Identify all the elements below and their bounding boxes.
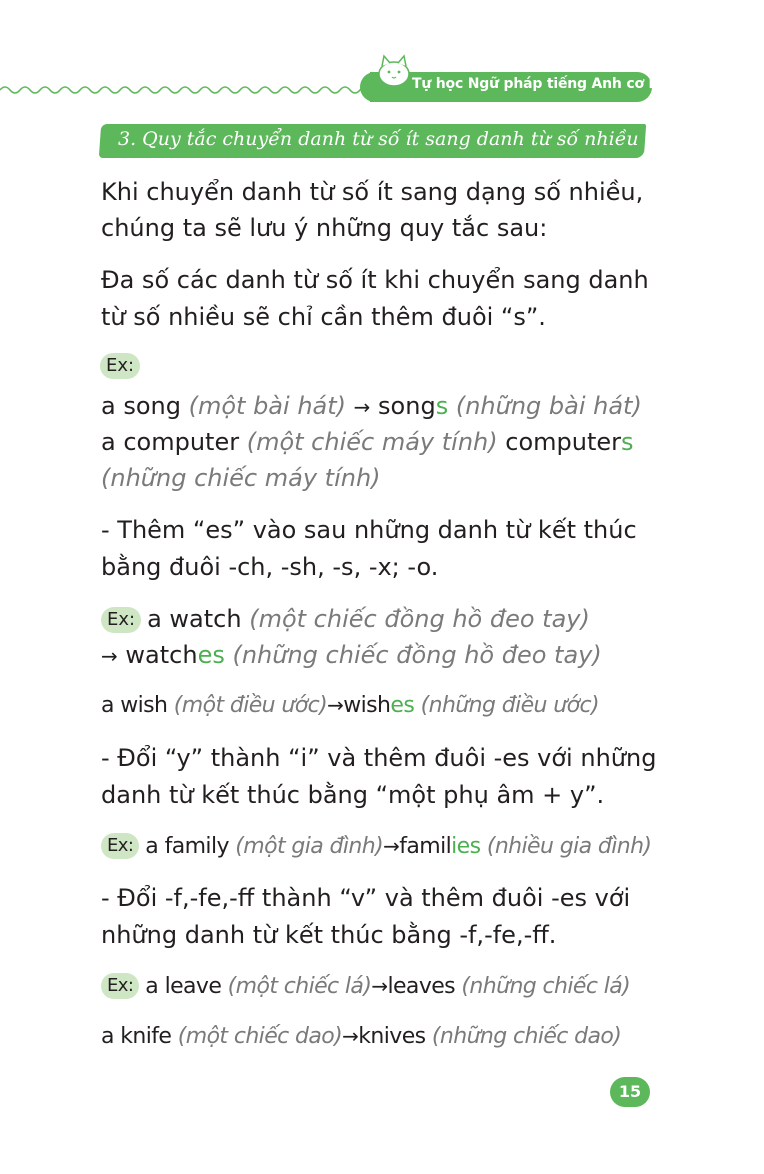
plural-word: knives [358,1024,426,1049]
plural-gloss: (những chiếc máy tính) [101,464,381,492]
singular-gloss: (một bài hát) [188,392,354,420]
singular-word: a wish [101,693,174,718]
section-title: 3. Quy tắc chuyển danh từ số ít sang danh từ số nhiều [118,128,639,150]
ex-badge: Ex: [101,607,141,633]
arrow-icon: → [342,1024,359,1048]
arrow-icon: → [327,693,344,717]
example-computer [101,428,634,456]
rule1-line-2: từ số nhiều sẽ chỉ cần thêm đuôi “s”. [101,303,546,331]
example-family [101,833,651,859]
rule1-line-1: Đa số các danh từ số ít khi chuyển sang danh [101,266,649,294]
singular-gloss: (một gia đình) [235,834,384,859]
singular-gloss: (một chiếc dao) [177,1024,343,1049]
plural-gloss: (những chiếc dao) [425,1024,622,1049]
example-leave [101,973,630,999]
book-title: Tự học Ngữ pháp tiếng Anh cơ bản [412,76,678,92]
singular-word: a watch [147,605,250,633]
rule2-line-1: - Thêm “es” vào sau những danh từ kết thúc [101,516,637,544]
singular-word: a knife [101,1024,178,1049]
arrow-icon: → [383,834,400,858]
plural-stem: computer [505,428,622,456]
singular-word: a song [101,392,189,420]
singular-word: a family [145,834,236,859]
rule3-line-1: - Đổi “y” thành “i” và thêm đuôi -es với những [101,744,657,772]
plural-suffix: ies [451,834,481,859]
rule2-line-2: bằng đuôi -ch, -sh, -s, -x; -o. [101,553,439,581]
plural-suffix: s [435,392,449,420]
example-watch [101,605,590,633]
singular-gloss: (một chiếc đồng hồ đeo tay) [249,605,590,633]
plural-gloss: (những điều ước) [414,693,599,718]
intro-line-1: Khi chuyển danh từ số ít sang dạng số nhiều, [101,178,644,206]
plural-gloss: (những chiếc đồng hồ đeo tay) [224,641,602,669]
plural-suffix: s [621,428,634,456]
example-wish [101,693,599,718]
rule4-line-2: những danh từ kết thúc bằng -f,-fe,-ff. [101,921,557,949]
arrow-icon: → [101,644,118,668]
example-knife [101,1024,621,1049]
ex-badge: Ex: [101,973,139,999]
plural-stem: song [378,392,436,420]
plural-suffix: es [390,693,415,718]
singular-gloss: (một điều ước) [173,693,328,718]
plural-suffix: es [197,641,225,669]
ex-badge: Ex: [101,833,139,859]
plural-gloss: (những chiếc lá) [455,974,631,999]
example-song [101,392,642,420]
plural-stem: watch [125,641,198,669]
plural-gloss: (những bài hát) [448,392,642,420]
plural-stem: famil [399,834,452,859]
plural-gloss: (nhiều gia đình) [480,834,652,859]
ex-badge: Ex: [100,353,140,379]
plural-stem: wish [343,693,391,718]
singular-gloss: (một chiếc máy tính) [246,428,506,456]
plural-word: leaves [387,974,456,999]
example-computer-gloss [101,464,381,492]
example-watch-plural [101,641,602,669]
page-number: 15 [610,1077,650,1107]
singular-word: a leave [145,974,228,999]
singular-gloss: (một chiếc lá) [227,974,372,999]
arrow-icon: → [371,974,388,998]
rule4-line-1: - Đổi -f,-fe,-ff thành “v” và thêm đuôi -es với [101,884,631,912]
cat-mascot-icon [372,48,416,92]
intro-line-2: chúng ta sẽ lưu ý những quy tắc sau: [101,214,548,242]
rule3-line-2: danh từ kết thúc bằng “một phụ âm + y”. [101,781,605,809]
singular-word: a computer [101,428,247,456]
example-block-1 [100,353,146,379]
arrow-icon: → [353,395,371,419]
